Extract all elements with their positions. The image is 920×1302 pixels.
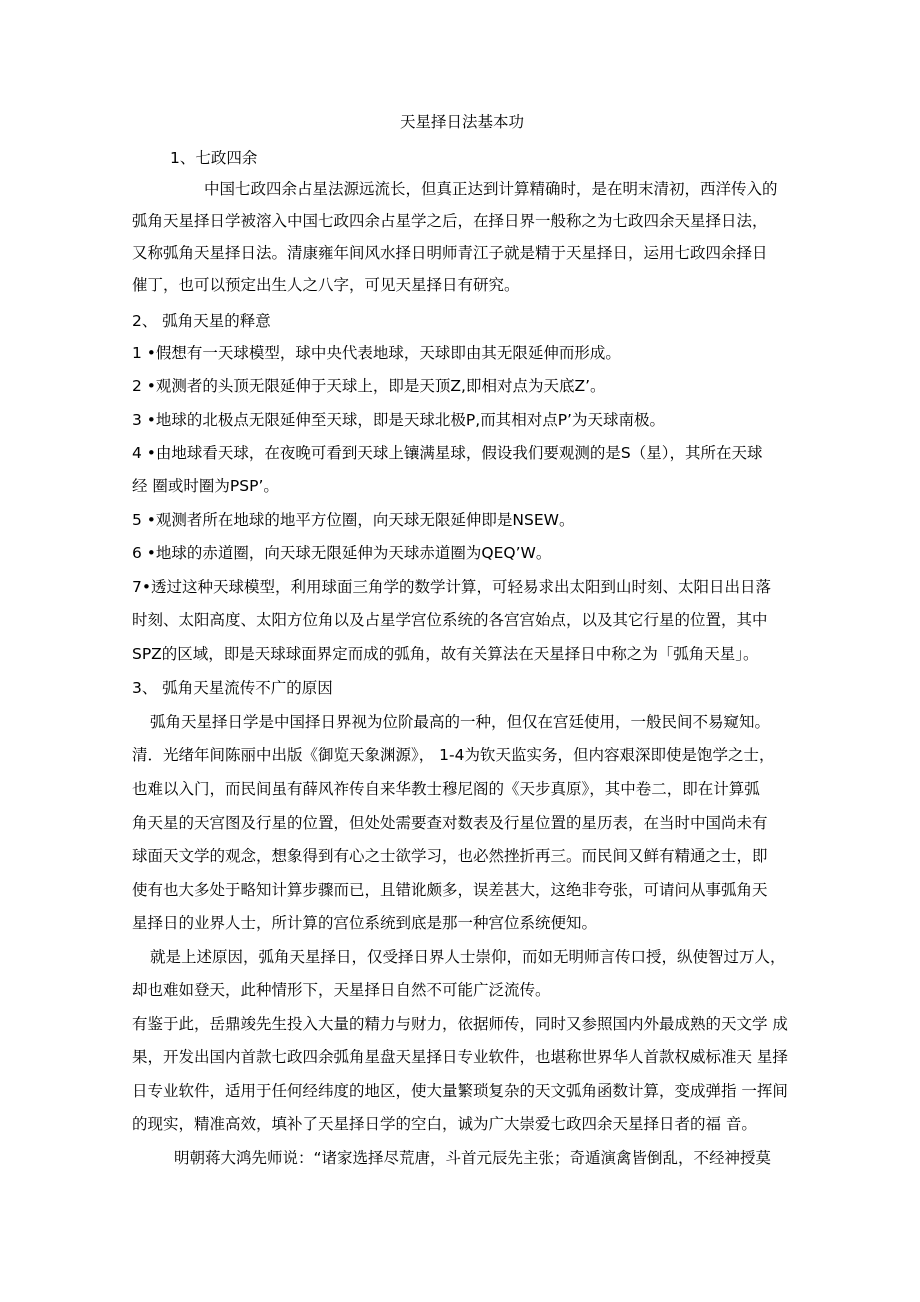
section-heading: 2、 弧角天星的释意 [132, 312, 271, 330]
paragraph-line: 就是上述原因，弧角天星择日，仅受择日界人士崇仰，而如无明师言传口授，纵使智过万人， [150, 948, 786, 966]
paragraph-line: 清．光绪年间陈丽中出版《御览天象渊源》， 1-4为钦天监实务，但内容艰深即使是饱学之士， [132, 746, 775, 764]
paragraph-line: 的现实，精准高效，填补了天星择日学的空白，诚为广大崇爱七政四余天星择日者的福 音。 [132, 1115, 757, 1133]
list-item: 2 •观测者的头顶无限延伸于天球上，即是天顶Z,即相对点为天底Z’。 [132, 377, 606, 395]
paragraph-line: 使有也大多处于略知计算步骤而已，且错讹颇多，误差甚大，这绝非夸张，可请问从事弧角天 [132, 881, 768, 899]
paragraph-line: 又称弧角天星择日法。清康雍年间风水择日明师青江子就是精于天星择日，运用七政四余择日 [132, 244, 768, 262]
list-item: 7•透过这种天球模型，利用球面三角学的数学计算，可轻易求出太阳到山时刻、太阳日出日落 [132, 578, 772, 596]
paragraph-line: 弧角天星择日学是中国择日界视为位阶最高的一种，但仅在宫廷使用，一般民间不易窥知。 [150, 713, 771, 731]
paragraph-line: 也难以入门，而民间虽有薛风祚传自来华教士穆尼阁的《天步真原》，其中卷二，即在计算弧 [132, 780, 760, 798]
paragraph-line: 角天星的天宫图及行星的位置，但处处需要查对数表及行星位置的星历表，在当时中国尚未有 [132, 814, 768, 832]
paragraph-line: 日专业软件，适用于任何经纬度的地区，使大量繁琐复杂的天文弧角函数计算，变成弹指 一挥间 [132, 1082, 788, 1100]
list-item: 3 •地球的北极点无限延伸至天球，即是天球北极P,而其相对点P’为天球南极。 [132, 411, 665, 429]
list-item: 5 •观测者所在地球的地平方位圈，向天球无限延伸即是NSEW。 [132, 511, 575, 529]
paragraph-line: 时刻、太阳高度、太阳方位角以及占星学宫位系统的各宫宫始点，以及其它行星的位置，其中 [132, 611, 768, 629]
list-item: 4 •由地球看天球，在夜晚可看到天球上镶满星球，假设我们要观测的是S（星），其所在天球 [132, 444, 763, 462]
paragraph-line: 弧角天星择日学被溶入中国七政四余占星学之后，在择日界一般称之为七政四余天星择日法， [132, 212, 768, 230]
list-item: 1 •假想有一天球模型，球中央代表地球，天球即由其无限延伸而形成。 [132, 344, 621, 362]
paragraph-line: 球面天文学的观念，想象得到有心之士欲学习，也必然挫折再三。而民间又鲜有精通之士，即 [132, 847, 768, 865]
section-heading: 1、七政四余 [170, 149, 258, 167]
paragraph-line: 明朝蒋大鸿先师说：“诸家选择尽荒唐，斗首元辰先主张；奇遁演禽皆倒乱，不经神授莫 [174, 1149, 772, 1167]
page-title: 天星择日法基本功 [400, 113, 525, 131]
paragraph-line: 果，开发出国内首款七政四余弧角星盘天星择日专业软件，也堪称世界华人首款权威标准天 星择 [132, 1048, 788, 1066]
section-heading: 3、 弧角天星流传不广的原因 [132, 679, 333, 697]
paragraph-line: 星择日的业界人士，所计算的宫位系统到底是那一种宫位系统便知。 [132, 914, 598, 932]
list-item: 经 圈或时圈为PSP’。 [132, 477, 279, 495]
paragraph-line: 有鉴于此，岳鼎竣先生投入大量的精力与财力，依据师传，同时又参照国内外最成熟的天文学 成 [132, 1015, 788, 1033]
list-item: 6 •地球的赤道圈，向天球无限延伸为天球赤道圈为QEQ’W。 [132, 544, 552, 562]
paragraph-line: 催丁，也可以预定出生人之八字，可见天星择日有研究。 [132, 276, 520, 294]
paragraph-line: 中国七政四余占星法源远流长，但真正达到计算精确时，是在明末清初，西洋传入的 [204, 180, 778, 198]
paragraph-line: 却也难如登天，此种情形下，天星择日自然不可能广泛流传。 [132, 981, 551, 999]
paragraph-line: SPZ的区域，即是天球球面界定而成的弧角，故有关算法在天星择日中称之为「弧角天星」。 [132, 645, 759, 663]
